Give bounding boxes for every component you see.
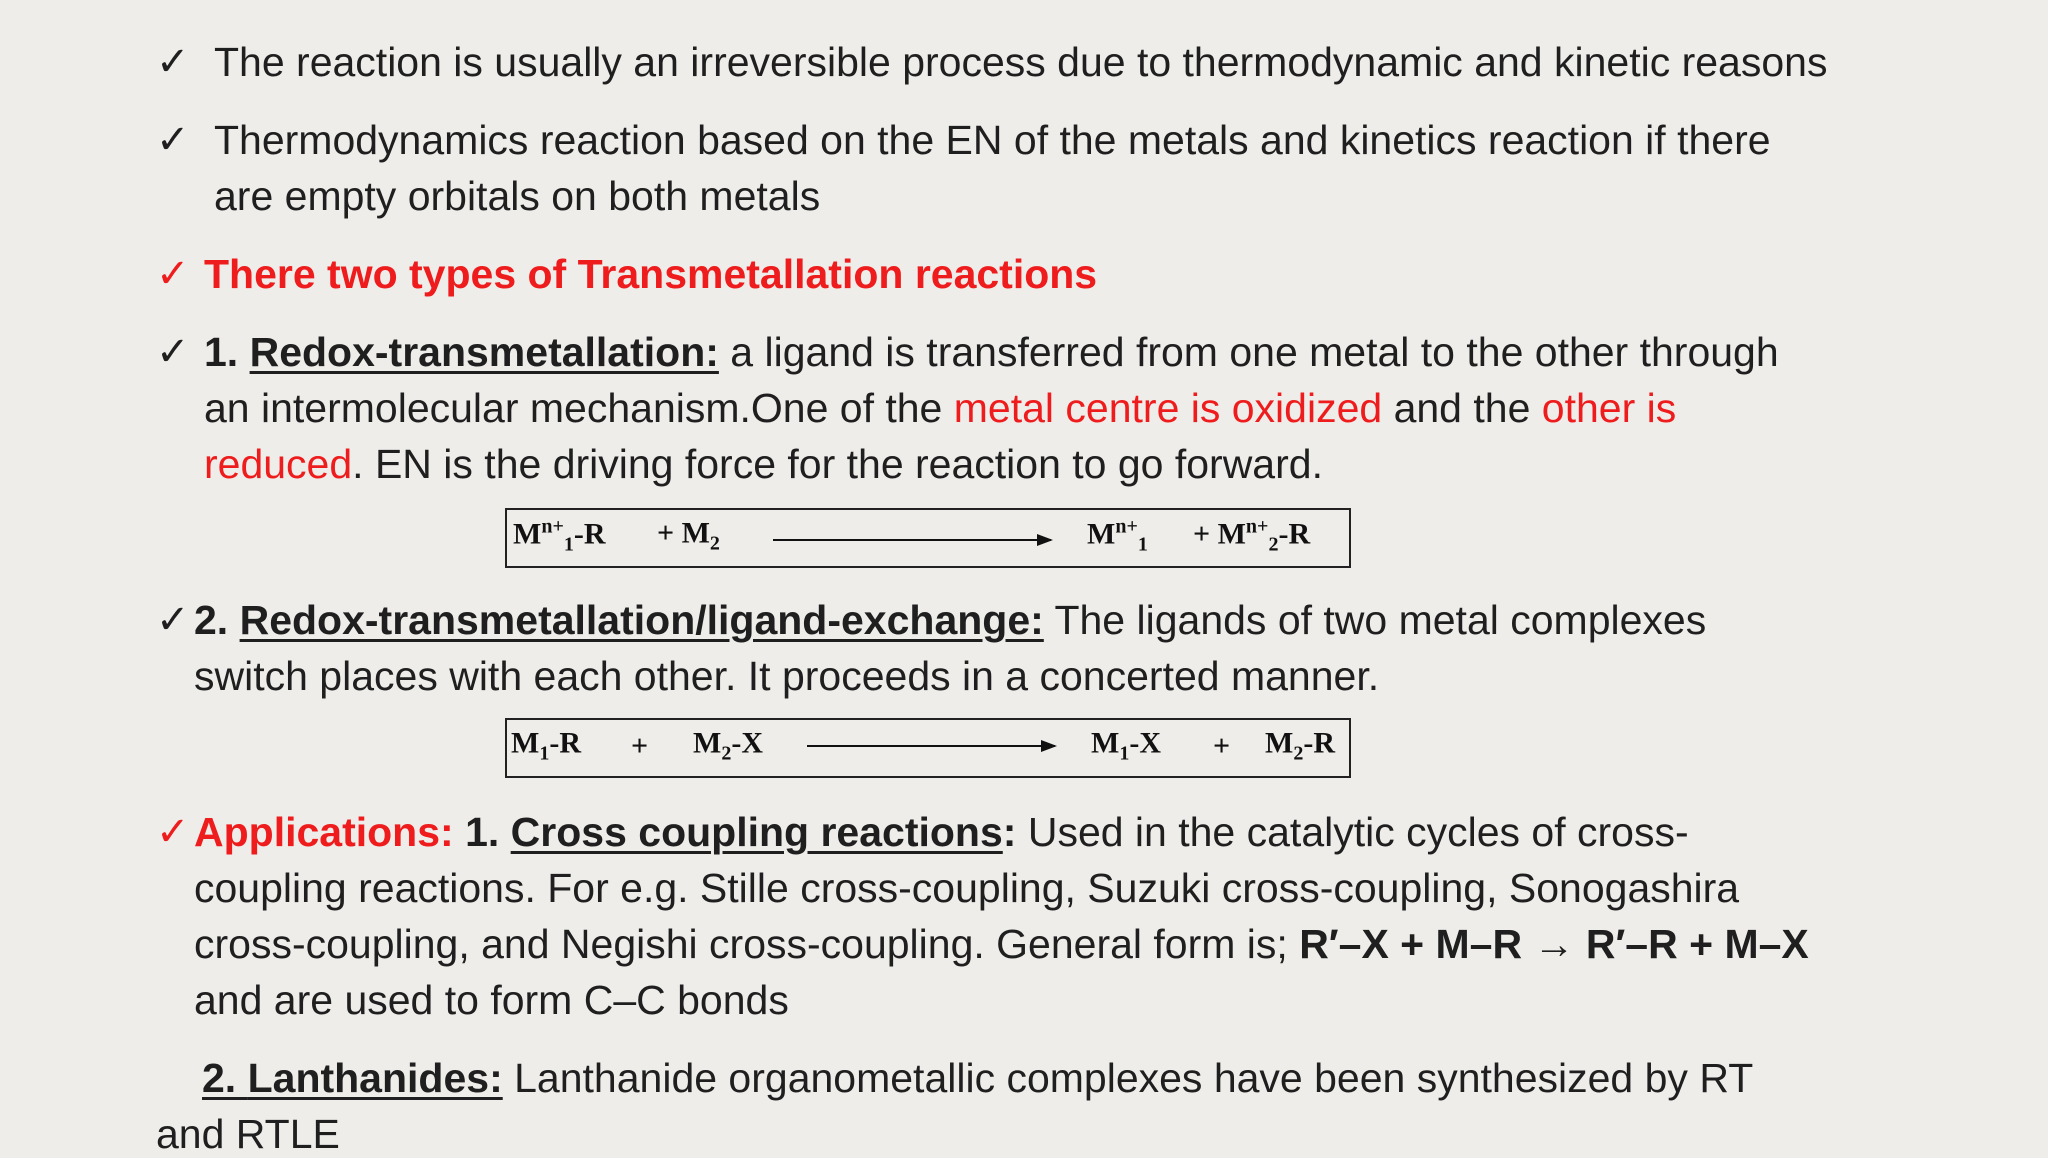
reaction-arrow-icon bbox=[807, 745, 1055, 747]
redox-transmetallation-line3 bbox=[204, 440, 1323, 488]
reactant-1: $M^{n+}_1-R$ bbox=[513, 515, 606, 556]
check-icon: ✓ bbox=[156, 117, 190, 163]
item-number: 2. bbox=[202, 1055, 248, 1101]
product-1: $M^{n+}_1$ bbox=[1087, 515, 1148, 556]
applications-line1 bbox=[194, 808, 1689, 856]
ligand-exchange-line2: switch places with each other. It proceeds in a concerted manner. bbox=[194, 653, 1380, 699]
ligand-exchange-line1 bbox=[194, 596, 1706, 644]
highlight-reduced-end: reduced bbox=[204, 441, 353, 487]
redox-transmetallation-line2 bbox=[204, 384, 1676, 432]
reactant-1: $M_1-R$ bbox=[511, 726, 581, 765]
reactant-2: + $M_2$ bbox=[657, 516, 720, 555]
lanthanides-line1 bbox=[202, 1054, 1753, 1102]
cross-coupling-term: Cross coupling reactions bbox=[510, 809, 1003, 855]
check-icon: ✓ bbox=[156, 597, 190, 643]
reaction-arrow-icon bbox=[773, 539, 1051, 541]
definition-text: Used in the catalytic cycles of cross- bbox=[1016, 809, 1689, 855]
item-number: 1. bbox=[453, 809, 511, 855]
bullet-thermodynamics-line2: are empty orbitals on both metals bbox=[214, 173, 821, 219]
item-number: 2. bbox=[194, 597, 240, 643]
types-heading: There two types of Transmetallation reactions bbox=[204, 251, 1098, 297]
equation-redox-transmetallation bbox=[505, 508, 1351, 568]
bullet-thermodynamics-line1: Thermodynamics reaction based on the EN of the metals and kinetics reaction if there bbox=[214, 117, 1771, 163]
plus-sign: + bbox=[1213, 729, 1231, 763]
redox-transmetallation-term: Redox-transmetallation: bbox=[249, 329, 719, 375]
item-number: 1. bbox=[204, 329, 250, 375]
equation-ligand-exchange bbox=[505, 718, 1351, 778]
check-icon: ✓ bbox=[156, 329, 190, 375]
definition-text: . EN is the driving force for the reaction to go forward. bbox=[352, 441, 1323, 487]
definition-text: a ligand is transferred from one metal to the other through bbox=[718, 329, 1779, 375]
plus-sign: + bbox=[631, 729, 649, 763]
applications-line3 bbox=[194, 920, 1809, 968]
ligand-exchange-term: Redox-transmetallation/ligand-exchange: bbox=[239, 597, 1044, 643]
definition-text: cross-coupling, and Negishi cross-coupling. General form is; bbox=[194, 921, 1300, 967]
reactant-2: $M_2-X$ bbox=[693, 726, 763, 765]
definition-text: and the bbox=[1382, 385, 1542, 431]
product-2: $M_2-R$ bbox=[1265, 726, 1335, 765]
applications-line4: and are used to form C–C bonds bbox=[194, 977, 789, 1023]
applications-label: Applications: bbox=[194, 809, 454, 855]
highlight-reduced-start: other is bbox=[1541, 385, 1677, 431]
check-icon: ✓ bbox=[156, 809, 190, 855]
lanthanides-term: Lanthanides: bbox=[247, 1055, 503, 1101]
highlight-oxidized: metal centre is oxidized bbox=[953, 385, 1383, 431]
term-colon: : bbox=[1002, 809, 1017, 855]
product-2: + $M^{n+}_2-R$ bbox=[1193, 515, 1311, 556]
redox-transmetallation-line1 bbox=[204, 328, 1779, 376]
applications-line2: coupling reactions. For e.g. Stille cross-coupling, Suzuki cross-coupling, Sonogashira bbox=[194, 865, 1740, 911]
definition-text: an intermolecular mechanism.One of the bbox=[204, 385, 954, 431]
check-icon: ✓ bbox=[156, 251, 190, 297]
bullet-irreversible: The reaction is usually an irreversible process due to thermodynamic and kinetic reasons bbox=[214, 39, 1828, 85]
definition-text: Lanthanide organometallic complexes have been synthesized by RT bbox=[502, 1055, 1754, 1101]
lanthanides-line2: and RTLE bbox=[156, 1111, 340, 1157]
check-icon: ✓ bbox=[156, 39, 190, 85]
definition-text: The ligands of two metal complexes bbox=[1043, 597, 1707, 643]
general-formula: R′–X + M–R → R′–R + M–X bbox=[1299, 921, 1809, 967]
product-1: $M_1-X$ bbox=[1091, 726, 1161, 765]
